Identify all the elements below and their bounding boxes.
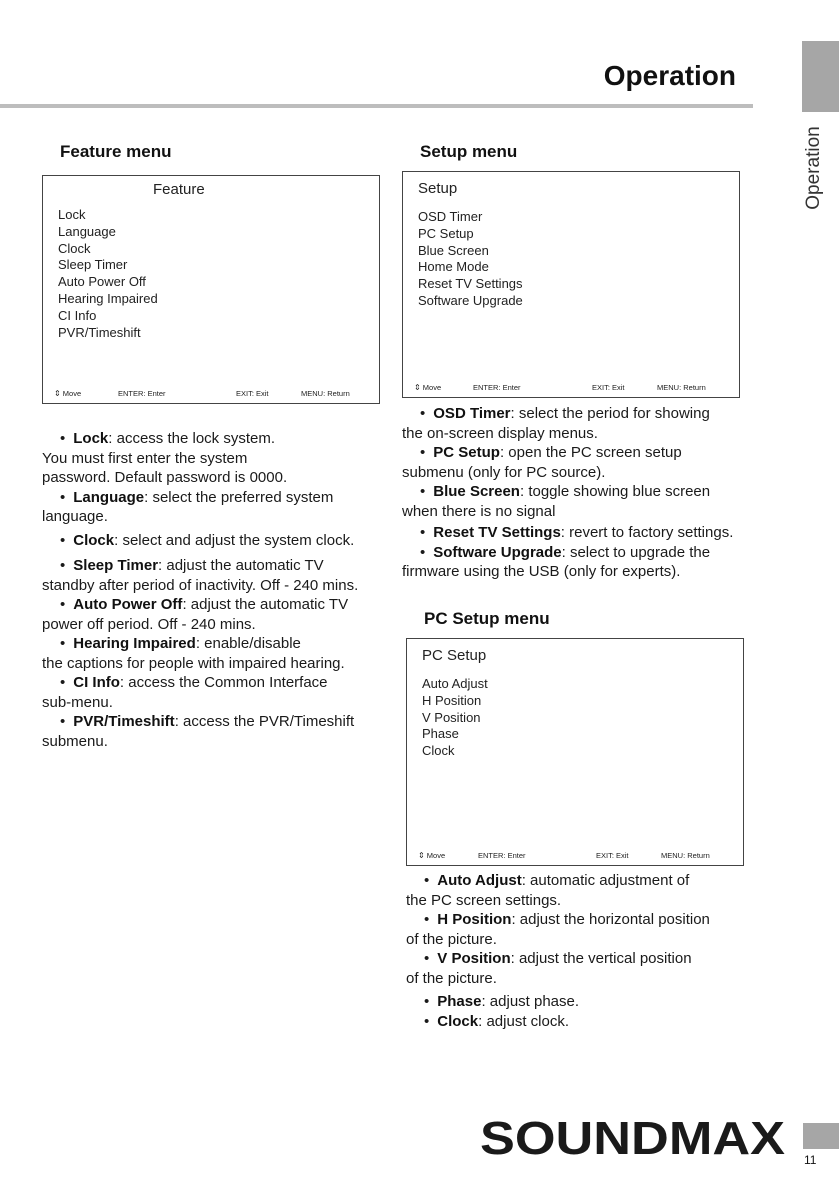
desc-term: PC Setup [433,444,500,461]
menu-item-osd-timer: OSD Timer [418,209,483,224]
desc-term: Hearing Impaired [73,635,196,652]
desc-text: : adjust the horizontal position [511,911,710,928]
menu-item-software-upgrade: Software Upgrade [418,292,523,308]
desc-line: sub-menu. [42,693,113,711]
menu-item-auto-power-off: Auto Power Off [58,274,146,290]
desc-text: : open the PC screen setup [499,444,682,461]
desc-text: : select the period for showing [510,405,710,422]
setup-menu-list [418,209,523,310]
side-tab-label [803,120,825,216]
desc-term: Reset TV Settings [433,524,561,541]
up-down-arrows-icon: ⇕ [418,851,425,860]
pc-setup-menu-box [406,638,744,866]
desc-line: the on-screen display menus. [402,424,598,442]
setup-menu-title: Setup [418,180,458,197]
desc-text: : adjust the automatic TV [182,596,349,613]
menu-item-pvr-timeshift: PVR/Timeshift [58,324,141,340]
desc-line: the PC screen settings. [406,891,562,909]
desc-line: power off period. Off - 240 mins. [42,615,256,633]
menu-item-lock: Lock [58,207,86,222]
desc-line: of the picture. [406,969,497,987]
menu-item-h-position: H Position [422,692,482,708]
setup-menu-footer-enter: ENTER: Enter [473,383,521,392]
feature-descriptions [42,429,387,751]
desc-text: : automatic adjustment of [521,872,690,889]
desc-term: Phase [437,993,482,1010]
menu-item-language: Language [58,223,116,239]
desc-text: : access the PVR/Timeshift [174,713,355,730]
desc-term: V Position [437,950,511,967]
footer-move-label: Move [62,389,82,398]
desc-line: firmware using the USB (only for experts). [402,563,681,580]
desc-text: : select the preferred system [144,488,334,506]
title-rule [0,104,753,108]
pc-setup-menu-footer-menu: MENU: Return [661,851,710,860]
menu-item-clock: Clock [58,240,91,256]
desc-text: : enable/disable [195,635,301,652]
pc-setup-menu-footer-exit: EXIT: Exit [596,851,629,860]
desc-line: submenu (only for PC source). [402,463,606,481]
desc-line: password. Default password is 0000. [42,469,288,486]
page-title: Operation [603,60,736,91]
desc-term: CI Info [73,674,120,691]
desc-term: Auto Adjust [437,872,522,889]
feature-menu-footer-menu: MENU: Return [301,389,350,398]
desc-text: : adjust the vertical position [510,950,692,967]
corner-tab-block [803,1123,839,1149]
desc-line: standby after period of inactivity. Off - 240 mins. [42,576,359,594]
footer-move-label: Move [422,383,442,392]
menu-item-reset-tv-settings: Reset TV Settings [418,276,523,292]
menu-item-home-mode: Home Mode [418,259,489,275]
desc-term: Clock [437,1012,479,1030]
desc-term: OSD Timer [433,405,511,422]
menu-item-sleep-timer: Sleep Timer [58,257,128,273]
feature-menu-title: Feature [153,181,205,198]
setup-menu-footer-move [414,383,441,392]
desc-text: : revert to factory settings. [560,524,734,541]
desc-line: submenu. [42,732,108,750]
feature-menu-footer-move [54,389,81,398]
pc-setup-descriptions [406,871,756,1031]
setup-menu-footer-menu: MENU: Return [657,383,706,392]
desc-text: : select and adjust the system clock. [114,531,355,549]
menu-item-auto-adjust: Auto Adjust [422,676,488,691]
side-tab-label-text: Operation [803,126,824,210]
desc-line: You must first enter the system [42,449,248,467]
desc-line: the captions for people with impaired hearing. [42,654,345,672]
feature-menu-footer-exit: EXIT: Exit [236,389,269,398]
desc-term: Clock [73,531,115,549]
brand-wordmark: SOUNDMAX [480,1112,785,1160]
desc-term: Auto Power Off [73,596,183,613]
menu-item-phase: Phase [422,726,459,742]
up-down-arrows-icon: ⇕ [414,383,421,392]
menu-item-blue-screen: Blue Screen [418,242,489,258]
desc-term: Sleep Timer [73,557,159,574]
desc-term: Language [73,488,145,506]
setup-menu-box [402,171,740,398]
pc-setup-menu-heading: PC Setup menu [424,609,550,628]
pc-setup-menu-footer-enter: ENTER: Enter [478,851,526,860]
desc-line: of the picture. [406,930,497,948]
feature-menu-box [42,175,380,404]
footer-move-label: Move [426,851,446,860]
menu-item-clock: Clock [422,743,455,759]
setup-descriptions [402,404,762,582]
side-tab-block [802,41,839,112]
desc-text: : select to upgrade the [561,543,711,561]
desc-text: : access the lock system. [108,430,276,447]
desc-text: : access the Common Interface [119,674,328,691]
desc-line: language. [42,508,108,525]
feature-menu-heading: Feature menu [60,142,172,161]
menu-item-v-position: V Position [422,709,481,725]
up-down-arrows-icon: ⇕ [54,389,61,398]
pc-setup-menu-list [422,676,488,760]
desc-text: : adjust clock. [478,1012,569,1030]
desc-text: : toggle showing blue screen [519,483,711,500]
desc-line: when there is no signal [402,502,556,520]
menu-item-ci-info: CI Info [58,307,97,323]
desc-term: PVR/Timeshift [73,713,175,730]
setup-menu-heading: Setup menu [420,142,518,161]
desc-term: Blue Screen [433,483,520,500]
desc-text: : adjust phase. [481,993,580,1010]
pc-setup-menu-title: PC Setup [422,647,487,664]
desc-text: : adjust the automatic TV [158,557,324,574]
desc-term: Software Upgrade [433,543,562,561]
soundmax-logo [480,1112,785,1160]
page-number: 11 [804,1153,817,1167]
pc-setup-menu-footer-move [418,851,445,860]
menu-item-hearing-impaired: Hearing Impaired [58,290,158,306]
feature-menu-list [58,207,158,341]
desc-term: H Position [437,911,512,928]
feature-menu-footer-enter: ENTER: Enter [118,389,166,398]
setup-menu-footer-exit: EXIT: Exit [592,383,625,392]
menu-item-pc-setup: PC Setup [418,225,474,241]
desc-term: Lock [73,430,109,447]
